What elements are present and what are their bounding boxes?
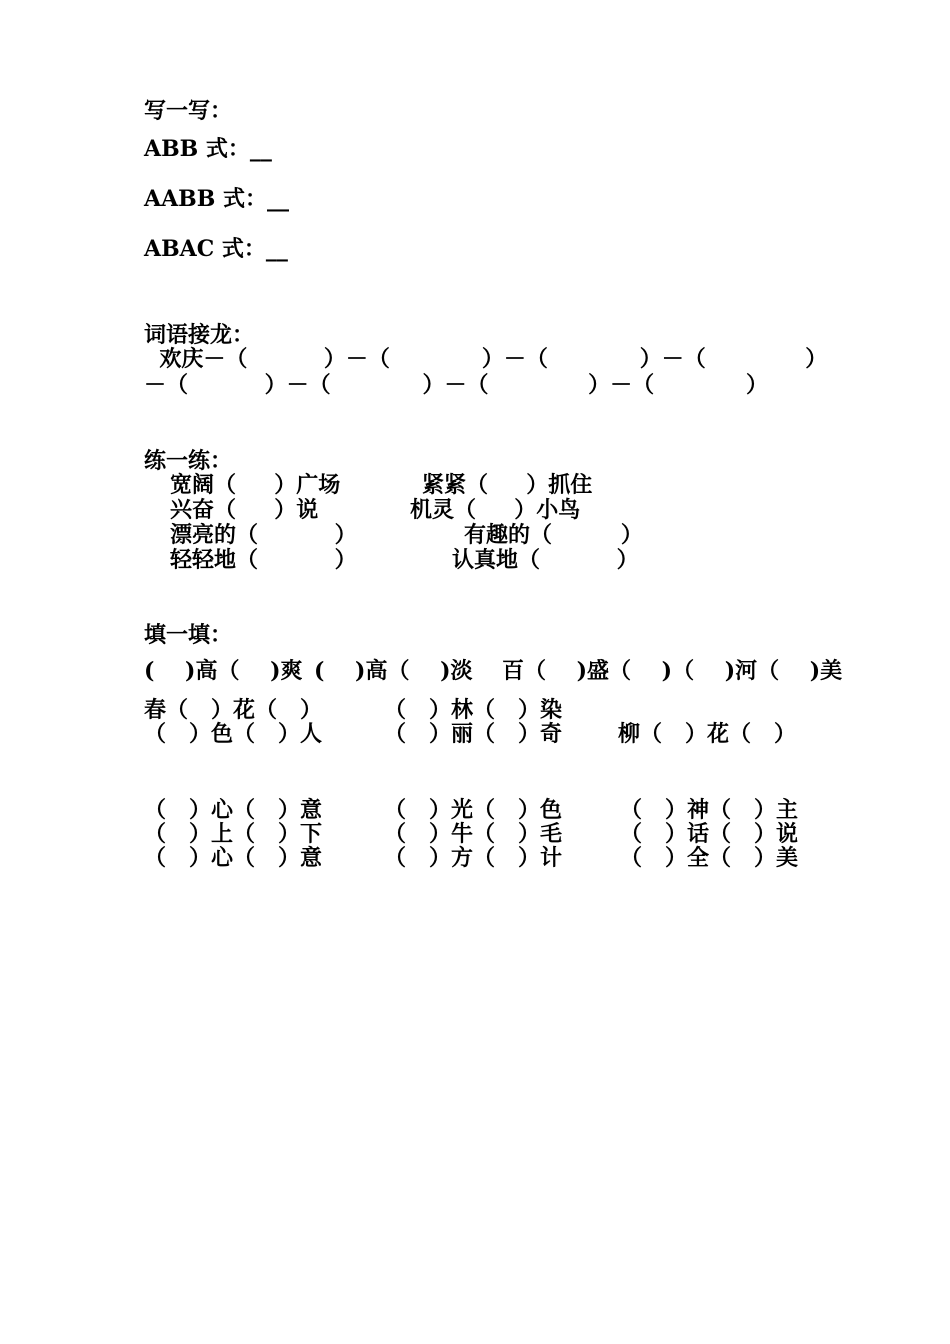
practice-row1-left: 宽阔（ ）广场 xyxy=(170,472,341,498)
idiom-cell: （ ）心（ ）意 xyxy=(144,797,322,823)
idiom-cell: （ ）方（ ）计 xyxy=(384,845,562,871)
idiom-cell: （ ）话（ ）说 xyxy=(620,821,798,847)
abac-pattern: ABAC 式：__ xyxy=(144,236,288,262)
fill-row3-b: （ ）丽（ ）奇 xyxy=(384,721,562,747)
fill-row2-b: （ ）林（ ）染 xyxy=(384,697,562,723)
practice-row4-left: 轻轻地（ ） xyxy=(170,547,357,573)
idiom-cell: （ ）心（ ）意 xyxy=(144,845,322,871)
fill-row3-c: 柳（ ）花（ ） xyxy=(618,721,796,747)
idiom-cell: （ ）神（ ）主 xyxy=(620,797,798,823)
idiom-cell: （ ）全（ ）美 xyxy=(620,845,798,871)
fill-heading: 填一填： xyxy=(144,622,233,648)
idiom-cell: （ ）光（ ）色 xyxy=(384,797,562,823)
chain-line-1: 欢庆－（ ）－（ ）－（ ）－（ ） xyxy=(144,346,828,372)
write-heading: 写一写： xyxy=(144,98,233,124)
chain-heading: 词语接龙： xyxy=(144,322,255,348)
abb-pattern: ABB 式：__ xyxy=(144,136,272,162)
fill-row1-b: ( )高（ )淡 xyxy=(314,658,473,684)
practice-row3-right: 有趣的（ ） xyxy=(464,522,643,548)
chain-line-2: －（ ）－（ ）－（ ）－（ ） xyxy=(144,372,768,398)
practice-row2-left: 兴奋（ ）说 xyxy=(170,497,319,523)
fill-row2-a: 春（ ）花（ ） xyxy=(144,697,322,723)
practice-heading: 练一练： xyxy=(144,448,233,474)
practice-row1-right: 紧紧（ ）抓住 xyxy=(422,472,593,498)
idiom-cell: （ ）上（ ）下 xyxy=(144,821,322,847)
practice-row3-left: 漂亮的（ ） xyxy=(170,522,357,548)
fill-row3-a: （ ）色（ ）人 xyxy=(144,721,322,747)
fill-row1-c: 百（ )盛（ )（ )河（ )美 xyxy=(502,658,843,684)
aabb-pattern: AABB 式：__ xyxy=(144,186,289,212)
idiom-cell: （ ）牛（ ）毛 xyxy=(384,821,562,847)
practice-row4-right: 认真地（ ） xyxy=(452,547,639,573)
practice-row2-right: 机灵（ ）小鸟 xyxy=(410,497,581,523)
fill-row1-a: ( )高（ )爽 xyxy=(144,658,303,684)
